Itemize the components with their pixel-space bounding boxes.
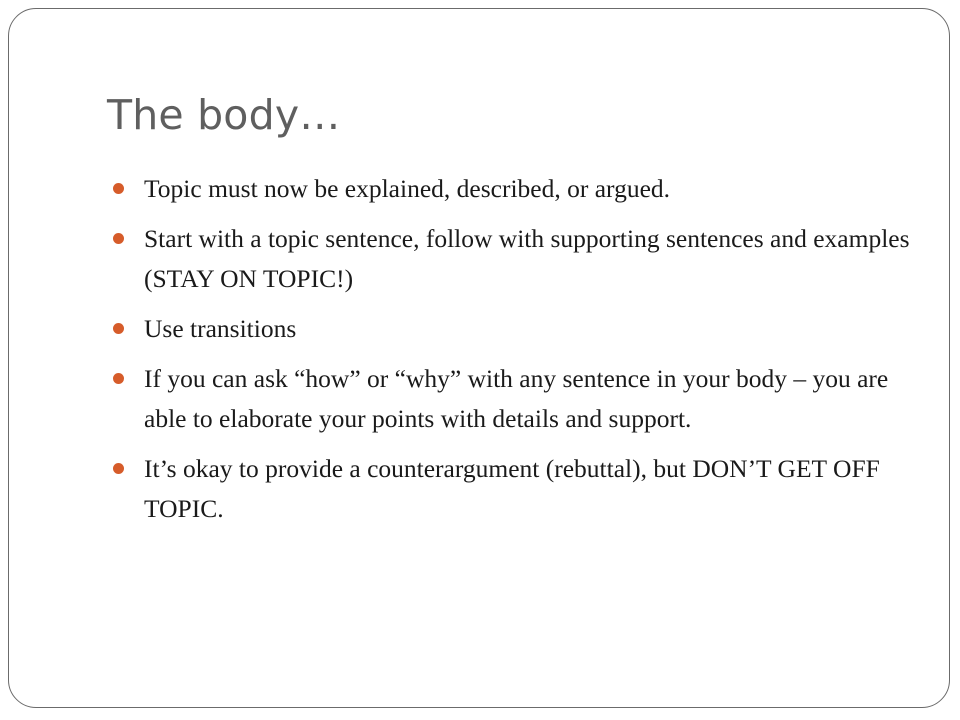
bullet-text: Start with a topic sentence, follow with supporting sentences and examples (STAY ON TOPIC!): [144, 224, 910, 293]
bullet-item: [107, 219, 917, 299]
bullet-text: Topic must now be explained, described, or argued.: [144, 174, 671, 203]
bullet-item: [107, 359, 917, 439]
bullet-dot-icon: [113, 183, 124, 194]
slide-title: The body…: [107, 91, 341, 139]
bullet-text: If you can ask “how” or “why” with any sentence in your body – you are able to elaborate your points with details and support.: [144, 364, 889, 433]
bullet-dot-icon: [113, 373, 124, 384]
bullet-list: [107, 169, 917, 539]
bullet-dot-icon: [113, 463, 124, 474]
bullet-item: [107, 309, 917, 349]
bullet-text: Use transitions: [144, 314, 297, 343]
bullet-dot-icon: [113, 323, 124, 334]
bullet-dot-icon: [113, 233, 124, 244]
bullet-item: [107, 169, 917, 209]
bullet-item: [107, 449, 917, 529]
slide-frame: [8, 8, 950, 708]
bullet-text: It’s okay to provide a counterargument (rebuttal), but DON’T GET OFF TOPIC.: [144, 454, 880, 523]
